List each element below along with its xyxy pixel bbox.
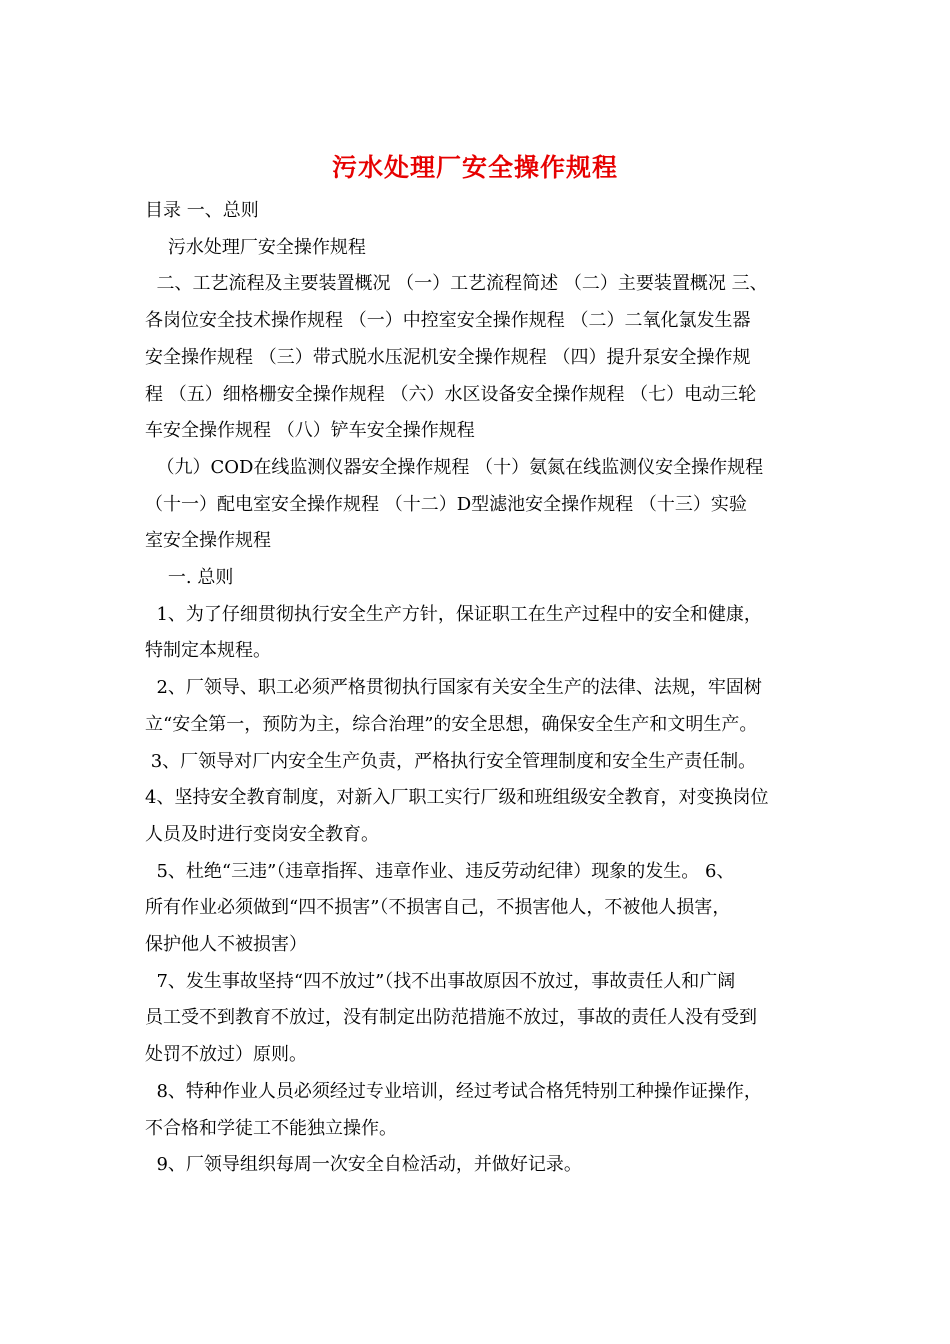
body-line: 程 （五）细格栅安全操作规程 （六）水区设备安全操作规程 （七）电动三轮 bbox=[145, 383, 757, 405]
body-line: 各岗位安全技术操作规程 （一）中控室安全操作规程 （二）二氧化氯发生器 bbox=[145, 310, 751, 332]
body-line: 处罚不放过）原则。 bbox=[145, 1044, 307, 1066]
body-line: 7、发生事故坚持“四不放过”（找不出事故原因不放过，事故责任人和广阔 bbox=[145, 970, 736, 992]
body-line: 员工受不到教育不放过，没有制定出防范措施不放过，事故的责任人没有受到 bbox=[145, 1007, 757, 1029]
body-line: 特制定本规程。 bbox=[145, 640, 271, 662]
body-line: 2、厂领导、职工必须严格贯彻执行国家有关安全生产的法律、法规，牢固树 bbox=[145, 677, 762, 699]
document-title: 污水处理厂安全操作规程 bbox=[331, 153, 618, 182]
body-line: 9、厂领导组织每周一次安全自检活动，并做好记录。 bbox=[145, 1154, 582, 1176]
body-line: 立“安全第一，预防为主，综合治理”的安全思想，确保安全生产和文明生产。 bbox=[145, 713, 758, 735]
body-line: 污水处理厂安全操作规程 bbox=[145, 236, 366, 258]
body-line: 目录 一、总则 bbox=[145, 200, 259, 221]
body-line: 安全操作规程 （三）带式脱水压泥机安全操作规程 （四）提升泵安全操作规 bbox=[145, 346, 751, 368]
body-line: 8、特种作业人员必须经过专业培训，经过考试合格凭特别工种操作证操作， bbox=[145, 1080, 762, 1102]
body-line: 车安全操作规程 （八）铲车安全操作规程 bbox=[145, 420, 475, 442]
body-line: 5、杜绝“三违”（违章指挥、违章作业、违反劳动纪律）现象的发生。 6、 bbox=[145, 860, 735, 882]
body-line: 1、为了仔细贯彻执行安全生产方针，保证职工在生产过程中的安全和健康， bbox=[145, 603, 762, 625]
body-line: 保护他人不被损害） bbox=[145, 934, 307, 955]
body-line: 室安全操作规程 bbox=[145, 530, 271, 552]
body-line: （十一）配电室安全操作规程 （十二）D型滤池安全操作规程 （十三）实验 bbox=[145, 493, 747, 515]
body-line: 4、坚持安全教育制度，对新入厂职工实行厂级和班组级安全教育，对变换岗位 bbox=[145, 787, 769, 809]
body-line: 人员及时进行变岗安全教育。 bbox=[145, 823, 379, 845]
body-line: 一. 总则 bbox=[145, 567, 234, 588]
body-line: 二、工艺流程及主要装置概况 （一）工艺流程简述 （二）主要装置概况 三、 bbox=[145, 273, 768, 295]
body-line: 不合格和学徒工不能独立操作。 bbox=[145, 1117, 397, 1139]
body-line: 3、厂领导对厂内安全生产负责，严格执行安全管理制度和安全生产责任制。 bbox=[145, 750, 757, 772]
body-line: （九）COD在线监测仪器安全操作规程 （十）氨氮在线监测仪安全操作规程 bbox=[145, 456, 764, 478]
body-line: 所有作业必须做到“四不损害”（不损害自己，不损害他人，不被他人损害， bbox=[145, 897, 731, 919]
